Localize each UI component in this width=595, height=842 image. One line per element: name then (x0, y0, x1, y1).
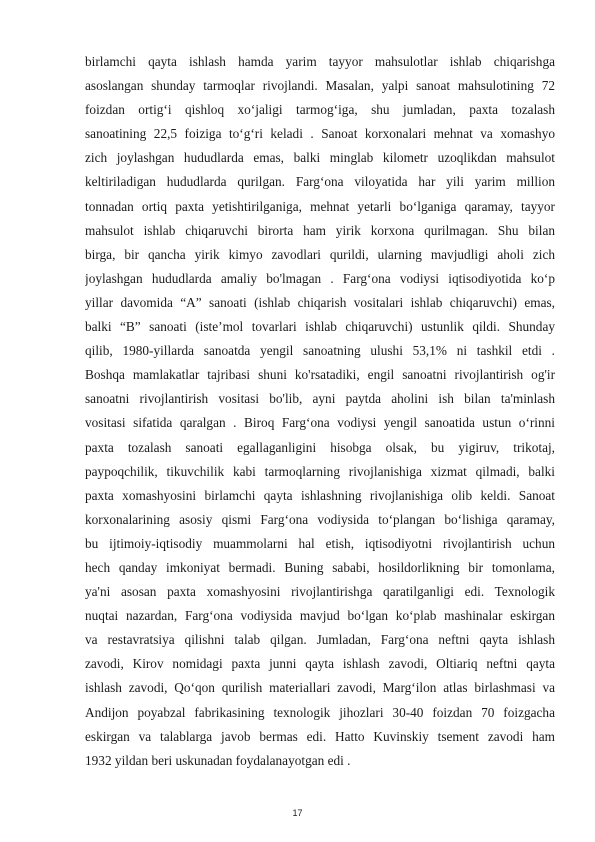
text-line: yillar davomida “A” sanoati (ishlab chiqarish vositalari ishlab chiqaruvchi) emas, (85, 294, 555, 310)
text-line: asoslangan shunday tarmoqlar rivojlandi. Masalan, yalpi sanoat mahsulotining 72 (85, 78, 555, 94)
text-line: birga, bir qancha yirik kimyo zavodlari qurildi, ularning mavjudligi aholi zich (85, 246, 555, 262)
text-line: 1932 yildan beri uskunadan foydalanayotgan edi . (85, 752, 351, 768)
text-line: qilib, 1980-yillarda sanoatda yengil sanoatning ulushi 53,1% ni tashkil etdi . (85, 343, 555, 359)
text-line: paypoqchilik, tikuvchilik kabi tarmoqlarning rivojlanishiga xizmat qilmadi, balki (85, 463, 555, 479)
text-line: bu ijtimoiy-iqtisodiy muammolarni hal etish, iqtisodiyotni rivojlantirish uchun (85, 535, 555, 551)
text-line: Boshqa mamlakatlar tajribasi shuni ko'rsatadiki, engil sanoatni rivojlantirish og'ir (85, 367, 555, 383)
text-line: zavodi, Kirov nomidagi paxta junni qayta ishlash zavodi, Oltiariq neftni qayta (85, 656, 555, 672)
text-line: zich joylashgan hududlarda emas, balki minglab kilometr uzoqlikdan mahsulot (85, 150, 555, 166)
text-line: sanoatining 22,5 foiziga to‘g‘ri keladi . Sanoat korxonalari mehnat va xomashyo (85, 126, 555, 142)
text-line: korxonalarining asosiy qismi Farg‘ona vodiysida to‘plangan bo‘lishiga qaramay, (85, 511, 555, 527)
text-line: vositasi sifatida qaralgan . Biroq Farg‘ona vodiysi yengil sanoatida ustun o‘rinni (85, 415, 555, 431)
text-line: mahsulot ishlab chiqaruvchi birorta ham yirik korxona qurilmagan. Shu bilan (85, 222, 555, 238)
text-line: Andijon poyabzal fabrikasining texnologik jihozlari 30-40 foizdan 70 foizgacha (85, 704, 555, 720)
text-line: ishlash zavodi, Qo‘qon qurilish materiallari zavodi, Marg‘ilon atlas birlashmasi va (85, 680, 555, 696)
text-line: foizdan ortig‘i qishloq xo‘jaligi tarmog‘iga, shu jumladan, paxta tozalash (85, 102, 555, 118)
text-line: sanoatni rivojlantirish vositasi bo'lib, ayni paytda aholini ish bilan ta'minlash (85, 391, 555, 407)
text-line: eskirgan va talablarga javob bermas edi. Hatto Kuvinskiy tsement zavodi ham (85, 728, 555, 744)
text-line: paxta xomashyosini birlamchi qayta ishlashning rivojlanishiga olib keldi. Sanoat (85, 487, 555, 503)
text-line: joylashgan hududlarda amaliy bo'lmagan . Farg‘ona vodiysi iqtisodiyotida ko‘p (85, 270, 555, 286)
text-line: tonnadan ortiq paxta yetishtirilganiga, mehnat yetarli bo‘lganiga qaramay, tayyor (85, 198, 555, 214)
text-line: hech qanday imkoniyat bermadi. Buning sababi, hosildorlikning bir tomonlama, (85, 559, 555, 575)
text-line: birlamchi qayta ishlash hamda yarim tayyor mahsulotlar ishlab chiqarishga (85, 54, 555, 69)
body-text (85, 50, 555, 773)
page-number: 17 (292, 808, 303, 818)
text-line: va restavratsiya qilishni talab qilgan. Jumladan, Farg‘ona neftni qayta ishlash (85, 632, 555, 648)
text-line: ya'ni asosan paxta xomashyosini rivojlantirishga qaratilganligi edi. Texnologik (85, 584, 555, 600)
text-line: nuqtai nazardan, Farg‘ona vodiysida mavjud bo‘lgan ko‘plab mashinalar eskirgan (85, 608, 555, 624)
text-line: balki “B” sanoati (iste’mol tovarlari ishlab chiqaruvchi) ustunlik qildi. Shunday (85, 319, 555, 335)
text-line: paxta tozalash sanoati egallaganligini hisobga olsak, bu yigiruv, trikotaj, (85, 439, 555, 455)
text-line: keltiriladigan hududlarda qurilgan. Farg‘ona viloyatida har yili yarim million (85, 174, 555, 190)
